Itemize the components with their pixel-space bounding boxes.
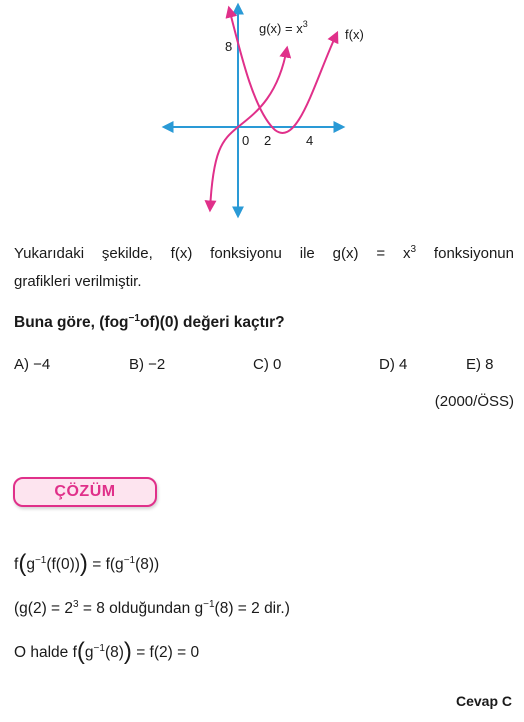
solution-heading: ÇÖZÜM bbox=[54, 483, 116, 500]
label-f: f(x) bbox=[345, 27, 364, 42]
question-line-2: grafikleri verilmiştir. bbox=[14, 273, 142, 290]
solution-line-3: O halde $f(g^{-1}(8)) = f(2) = 0$ bbox=[14, 638, 200, 665]
option-d[interactable]: D) 4 bbox=[379, 356, 408, 373]
option-b[interactable]: B) −2 bbox=[129, 356, 166, 373]
option-a[interactable]: A) −4 bbox=[14, 356, 51, 373]
question-line-1: Yukarıdaki şekilde, f(x) fonksiyonu ile $g(x) = x^3$ fonksiyonun bbox=[14, 244, 514, 262]
source-citation: (2000/ÖSS) bbox=[434, 393, 514, 410]
solution-line-1: $f(g^{-1}(f(0))) = f(g^{-1}(8))$ bbox=[14, 550, 160, 577]
question-prompt: Buna göre, (fog$^{-1}$of)(0) değeri kaçtır? bbox=[14, 313, 285, 331]
solution-line-2: ($g(2) = 2^3 = 8$ olduğundan $g^{-1}(8) = 2$ dir.) bbox=[14, 599, 290, 617]
tick-origin: 0 bbox=[242, 133, 250, 148]
answer-label: Cevap C bbox=[455, 693, 512, 709]
tick-y-8: 8 bbox=[225, 39, 233, 54]
option-c[interactable]: C) 0 bbox=[253, 356, 282, 373]
curve-g bbox=[210, 48, 287, 210]
tick-x-2: 2 bbox=[264, 133, 272, 148]
solution-heading-badge bbox=[13, 477, 157, 507]
option-e[interactable]: E) 8 bbox=[466, 356, 494, 373]
label-g: $g(x) = x^3$ bbox=[259, 19, 308, 36]
question-text bbox=[14, 240, 514, 296]
function-graph bbox=[150, 0, 380, 225]
tick-x-4: 4 bbox=[306, 133, 314, 148]
